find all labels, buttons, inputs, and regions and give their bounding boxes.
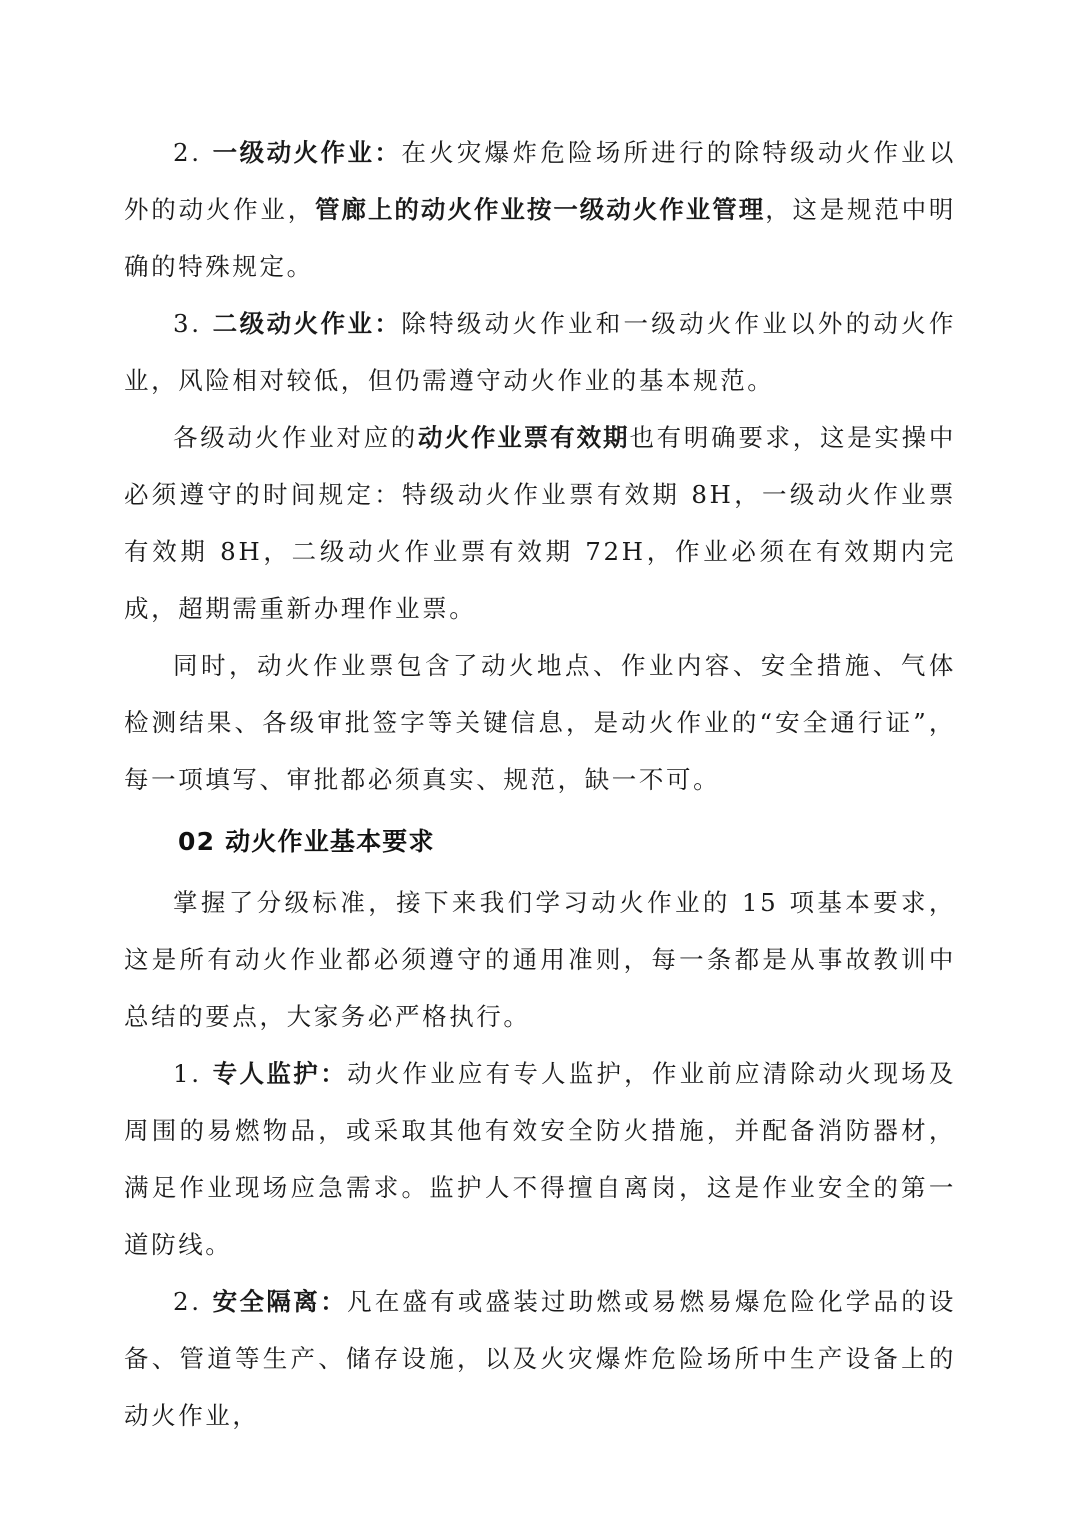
- paragraph-text: 掌握了分级标准，接下来我们学习动火作业的 15 项基本要求，这是所有动火作业都必须遵守的通用准则，每一条都是从事故教训中总结的要点，大家务必严格执行。: [124, 888, 956, 1031]
- paragraph-first-level-hot-work: [124, 124, 956, 295]
- item-label: 专人监护：: [212, 1059, 348, 1088]
- paragraph-second-level-hot-work: [124, 295, 956, 409]
- paragraph-text: 各级动火作业对应的: [173, 423, 419, 452]
- paragraph-text: 动火作业应有专人监护，作业前应清除动火现场及周围的易燃物品，或采取其他有效安全防火措施，并配备消防器材，满足作业现场应急需求。监护人不得擅自离岗，这是作业安全的第一道防线。: [124, 1059, 957, 1259]
- paragraph-text: 凡在盛有或盛装过助燃或易燃易爆危险化学品的设备、管道等生产、储存设施，以及火灾爆炸危险场所中生产设备上的动火作业，: [124, 1287, 957, 1430]
- paragraph-text: 同时，动火作业票包含了动火地点、作业内容、安全措施、气体检测结果、各级审批签字等关键信息，是动火作业的“安全通行证”，每一项填写、审批都必须真实、规范，缺一不可。: [124, 651, 956, 794]
- paragraph-basic-requirements-intro: [124, 874, 956, 1045]
- document-body: [124, 124, 956, 1444]
- paragraph-text: 在火灾爆炸危险场所进行的除特级动火作业以外的动火作业，: [124, 138, 956, 224]
- list-number: 3.: [173, 309, 213, 338]
- paragraph-text: ，这是规范中明确的特殊规定。: [124, 195, 956, 281]
- paragraph-text: 除特级动火作业和一级动火作业以外的动火作业，风险相对较低，但仍需遵守动火作业的基本规范。: [124, 309, 956, 395]
- item-label: 二级动火作业：: [212, 309, 402, 338]
- paragraph-safety-isolation: [124, 1273, 956, 1444]
- paragraph-text: 也有明确要求，这是实操中必须遵守的时间规定：特级动火作业票有效期 8H，一级动火作业票有效期 8H，二级动火作业票有效期 72H，作业必须在有效期内完成，超期需重新办理作业票。: [124, 423, 957, 623]
- list-number: 2.: [173, 1287, 213, 1316]
- list-number: 1.: [173, 1059, 213, 1088]
- section-heading: 02 动火作业基本要求: [178, 827, 435, 856]
- list-number: 2.: [173, 138, 213, 167]
- emphasized-text: 动火作业票有效期: [418, 423, 630, 452]
- item-label: 一级动火作业：: [212, 138, 402, 167]
- paragraph-permit-validity: [124, 409, 956, 637]
- item-label: 安全隔离：: [212, 1287, 348, 1316]
- emphasized-text: 管廊上的动火作业按一级动火作业管理: [314, 195, 766, 224]
- paragraph-permit-contents: [124, 637, 956, 808]
- paragraph-dedicated-supervision: [124, 1045, 956, 1273]
